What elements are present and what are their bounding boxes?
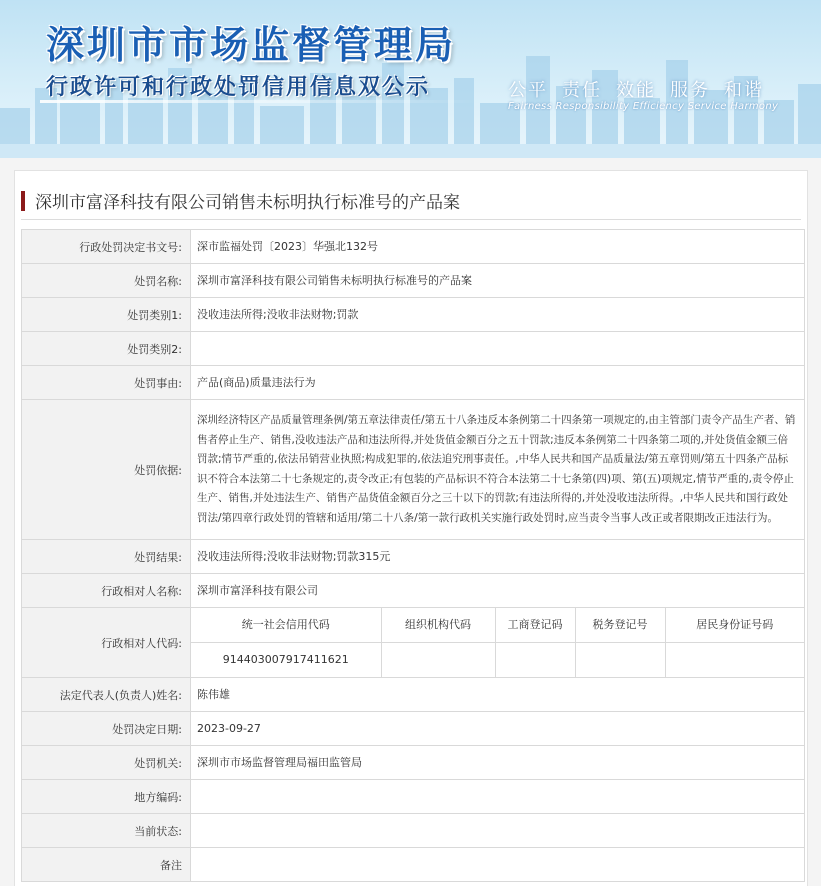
value-decision-no: 深市监福处罚〔2023〕华强北132号	[191, 230, 805, 264]
value-result: 没收违法所得;没收非法财物;罚款315元	[191, 540, 805, 574]
col-id-card: 居民身份证号码	[665, 608, 804, 643]
value-legal-rep: 陈伟雄	[191, 678, 805, 712]
col-tax-reg: 税务登记号	[575, 608, 665, 643]
label-authority: 处罚机关:	[22, 746, 191, 780]
value-party-name: 深圳市富泽科技有限公司	[191, 574, 805, 608]
label-category1: 处罚类别1:	[22, 298, 191, 332]
site-subtitle: 行政许可和行政处罚信用信息双公示	[46, 75, 431, 100]
value-org-code	[381, 643, 495, 678]
site-title: 深圳市市场监督管理局	[46, 23, 457, 67]
value-efficiency: 效能	[616, 80, 656, 101]
value-responsibility: 责任	[562, 80, 602, 101]
row-authority	[22, 746, 805, 780]
label-party-name: 行政相对人名称:	[22, 574, 191, 608]
value-region-code	[191, 780, 805, 814]
label-case-name: 处罚名称:	[22, 264, 191, 298]
label-remark: 备注	[22, 848, 191, 882]
value-id-card	[665, 643, 804, 678]
core-values-english: Fairness Responsibility Efficiency Service Harmony	[508, 101, 779, 112]
penalty-info-table	[21, 229, 805, 882]
label-legal-rep: 法定代表人(负责人)姓名:	[22, 678, 191, 712]
col-business-reg: 工商登记码	[495, 608, 575, 643]
row-basis	[22, 400, 805, 540]
value-authority: 深圳市市场监督管理局福田监管局	[191, 746, 805, 780]
label-reason: 处罚事由:	[22, 366, 191, 400]
value-fairness: 公平	[508, 80, 548, 101]
value-category1: 没收违法所得;没收非法财物;罚款	[191, 298, 805, 332]
label-decision-date: 处罚决定日期:	[22, 712, 191, 746]
value-status	[191, 814, 805, 848]
row-remark	[22, 848, 805, 882]
party-code-header	[191, 608, 804, 643]
row-category2	[22, 332, 805, 366]
row-party-code	[22, 608, 805, 678]
case-title: 深圳市富泽科技有限公司销售未标明执行标准号的产品案	[35, 193, 460, 213]
content-panel	[14, 170, 808, 886]
value-business-reg	[495, 643, 575, 678]
row-category1	[22, 298, 805, 332]
label-status: 当前状态:	[22, 814, 191, 848]
col-org-code: 组织机构代码	[381, 608, 495, 643]
row-region-code	[22, 780, 805, 814]
label-decision-no: 行政处罚决定书文号:	[22, 230, 191, 264]
value-decision-date: 2023-09-27	[191, 712, 805, 746]
label-party-code: 行政相对人代码:	[22, 608, 191, 678]
value-harmony: 和谐	[724, 80, 764, 101]
value-service: 服务	[670, 80, 710, 101]
case-title-bar	[21, 185, 801, 220]
row-status	[22, 814, 805, 848]
header-banner	[0, 0, 821, 158]
row-legal-rep	[22, 678, 805, 712]
row-case-name	[22, 264, 805, 298]
row-result	[22, 540, 805, 574]
label-region-code: 地方编码:	[22, 780, 191, 814]
party-code-subtable	[191, 608, 804, 677]
label-basis: 处罚依据:	[22, 400, 191, 540]
party-code-values	[191, 643, 804, 678]
row-decision-no	[22, 230, 805, 264]
value-tax-reg	[575, 643, 665, 678]
value-category2	[191, 332, 805, 366]
value-case-name: 深圳市富泽科技有限公司销售未标明执行标准号的产品案	[191, 264, 805, 298]
core-values	[508, 76, 778, 102]
label-category2: 处罚类别2:	[22, 332, 191, 366]
value-remark	[191, 848, 805, 882]
row-decision-date	[22, 712, 805, 746]
value-reason: 产品(商品)质量违法行为	[191, 366, 805, 400]
value-basis: 深圳经济特区产品质量管理条例/第五章法律责任/第五十八条违反本条例第二十四条第一项规定的,由主管部门责令产品生产者、销售者停止生产、销售,没收违法产品和违法所得,并处货值金额百分之五十罚款;违反本条例第二十四条第二项的,并处货值金额三倍罚款;情节严重的,依法吊销营业执照;构成犯罪的,依法追究刑事责任。,中华人民共和国产品质量法/第五章罚则/第五十四条产品标识不符合本法第二十七条规定的,责令改正;有包装的产品标识不符合本法第二十七条第(四)项、第(五)项规定,情节严重的,责令停止生产、销售,并处违法生产、销售产品货值金额百分之三十以下的罚款;有违法所得的,并处没收违法所得。,中华人民共和国行政处罚法/第四章行政处罚的管辖和适用/第二十八条/第一款行政机关实施行政处罚时,应当责令当事人改正或者限期改正违法行为。	[191, 400, 805, 540]
col-uscc: 统一社会信用代码	[191, 608, 381, 643]
row-party-name	[22, 574, 805, 608]
label-result: 处罚结果:	[22, 540, 191, 574]
value-uscc: 914403007917411621	[222, 653, 349, 666]
title-accent-bar	[21, 191, 25, 211]
row-reason	[22, 366, 805, 400]
